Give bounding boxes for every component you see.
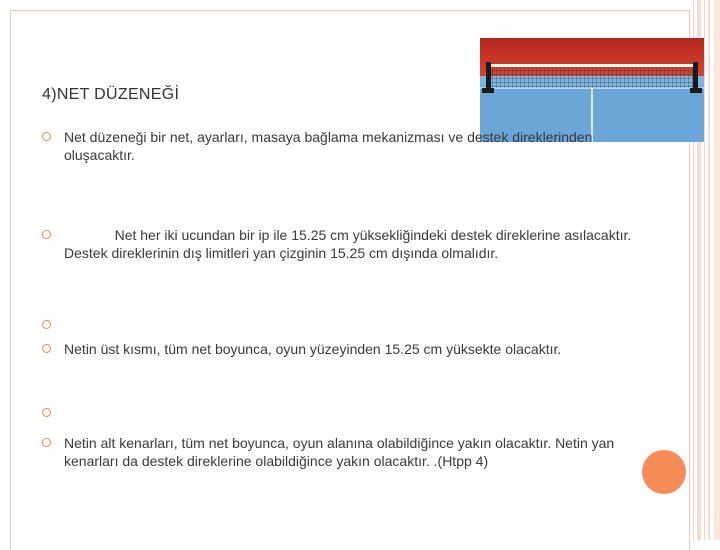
- bullet-text: Net her iki ucundan bir ip ile 15.25 cm yüksekliğindeki destek direklerine asılacaktır. Destek direklerinin dış limitleri yan çizginin 15.25 cm dışında olmalıdır.: [64, 227, 636, 261]
- table-tennis-net-photo: [480, 38, 704, 142]
- bullet-icon: [42, 344, 51, 353]
- slide-title: 4)NET DÜZENEĞİ: [42, 86, 180, 103]
- bullet-icon: [42, 320, 51, 329]
- bullet-icon: [42, 408, 51, 417]
- decor-stripe: [708, 0, 710, 540]
- bullet-icon: [42, 132, 51, 141]
- bullet-text: Netin üst kısmı, tüm net boyunca, oyun yüzeyinden 15.25 cm yüksekte olacaktır.: [64, 341, 562, 357]
- bullet-text: Net düzeneği bir net, ayarları, masaya bağlama mekanizması ve destek direklerinden oluşacaktır.: [64, 129, 593, 163]
- bullet-icon: [42, 230, 51, 239]
- decor-stripe: [704, 0, 705, 540]
- bullet-text: Netin alt kenarları, tüm net boyunca, oyun alanına olabildiğince yakın olacaktır. Netin yan kenarları da destek direklerine olabildiğince yakın olacaktır. .(Htpp 4): [64, 435, 615, 469]
- bullet-icon: [42, 438, 51, 447]
- decor-circle: [642, 450, 686, 494]
- decor-stripe: [714, 0, 720, 540]
